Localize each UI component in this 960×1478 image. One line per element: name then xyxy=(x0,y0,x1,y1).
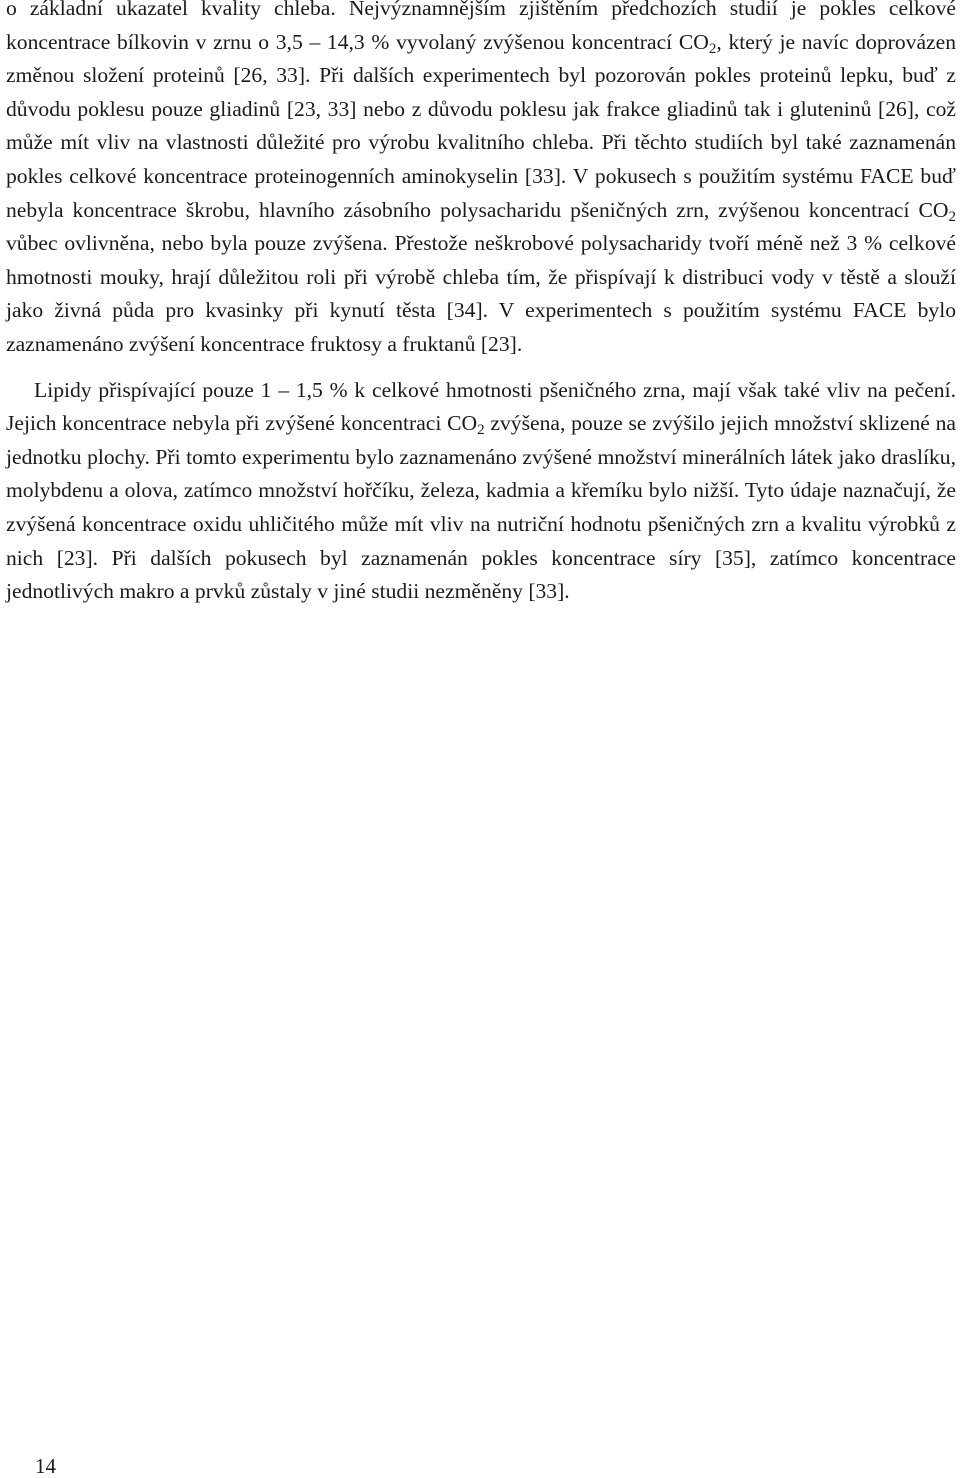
body-paragraph xyxy=(6,0,956,362)
subscript-2: 2 xyxy=(948,208,956,225)
paragraph-text: vůbec ovlivněna, nebo byla pouze zvýšena. Přestože neškrobové polysacharidy tvoří méně než 3 % celkové hmotnosti mouky, hrají důležitou roli při výrobě chleba tím, že přispívají k distribuci vody v těstě a slouží jako živná půda pro kvasinky při kynutí těsta [34]. V experimentech s použitím systému FACE bylo zaznamenáno zvýšení koncentrace fruktosy a fruktanů [23]. xyxy=(6,231,956,356)
subscript-2: 2 xyxy=(708,40,717,57)
paragraph-text: , který je navíc doprovázen změnou složení proteinů [26, 33]. Při dalších experimentech byl pozorován pokles proteinů lepku, buď z důvodu poklesu pouze gliadinů [23, 33] nebo z důvodu poklesu jak frakce gliadinů tak i gluteninů [26], což může mít vliv na vlastnosti důležité pro výrobu kvalitního chleba. Při těchto studiích byl také zaznamenán pokles celkové koncentrace proteinogenních aminokyselin [33]. V pokusech s použitím systému FACE buď nebyla koncentrace škrobu, hlavního zásobního polysacharidu pšeničných zrn, zvýšenou koncentrací CO xyxy=(6,29,956,222)
document-page xyxy=(6,0,956,609)
subscript-2: 2 xyxy=(477,422,485,439)
body-paragraph xyxy=(6,374,956,609)
page-number: 14 xyxy=(35,1454,56,1478)
paragraph-text: o základní ukazatel kvality chleba. Nejvýznamnějším zjištěním předchozích studií je pokles celkové koncentrace bílkovin v zrnu o 3,5 – 14,3 % vyvolaný zvýšenou koncentrací CO xyxy=(6,0,956,54)
paragraph-text: Lipidy přispívající pouze 1 – 1,5 % k celkové hmotnosti pšeničného zrna, mají však také vliv na pečení. Jejich koncentrace nebyla při zvýšené koncentraci CO xyxy=(6,377,956,436)
paragraph-text: zvýšena, pouze se zvýšilo jejich množství sklizené na jednotku plochy. Při tomto experimentu bylo zaznamenáno zvýšené množství minerálních látek jako draslíku, molybdenu a olova, zatímco množství hořčíku, železa, kadmia a křemíku bylo nižší. Tyto údaje naznačují, že zvýšená koncentrace oxidu uhličitého může mít vliv na nutriční hodnotu pšeničných zrn a kvalitu výrobků z nich [23]. Při dalších pokusech byl zaznamenán pokles koncentrace síry [35], zatímco koncentrace jednotlivých makro a prvků zůstaly v jiné studii nezměněny [33]. xyxy=(6,411,956,604)
